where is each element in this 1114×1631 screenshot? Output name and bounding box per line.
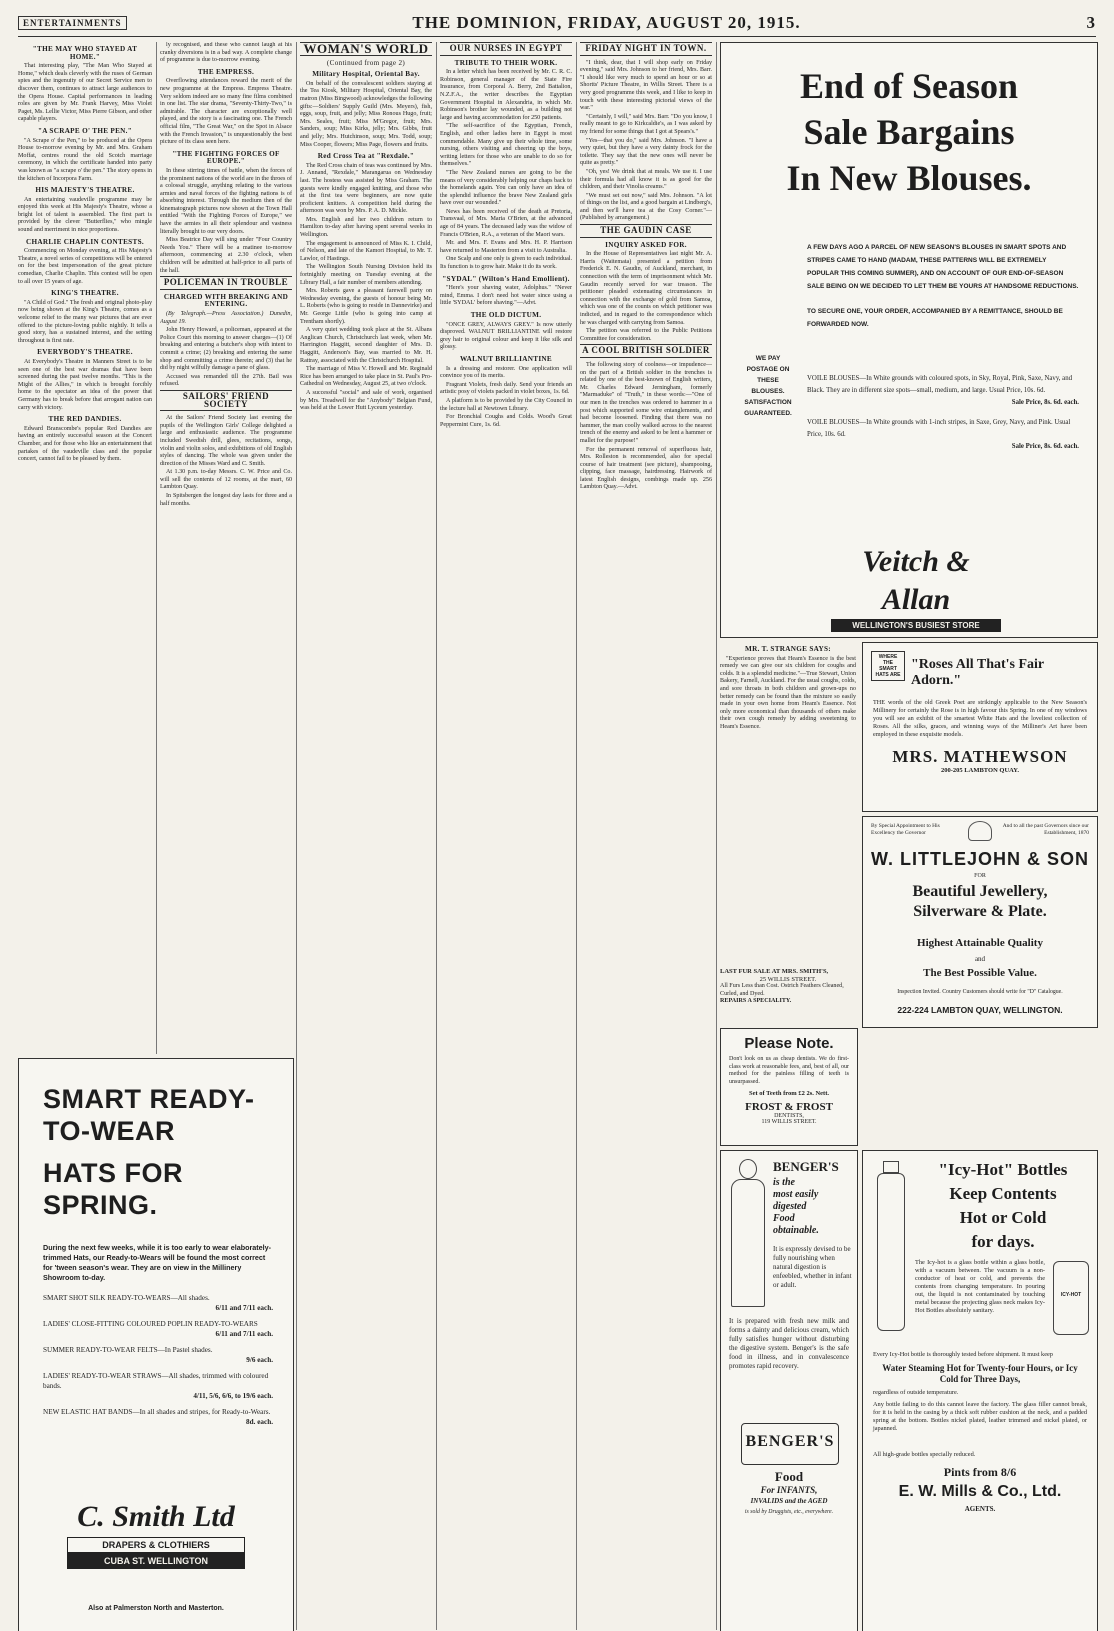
hat-label: NEW ELASTIC HAT BANDS—In all shades and stripes, for Ready-to-Wears. [43,1408,271,1416]
article-text: The Wellington South Nursing Division held its fortnightly meeting on Tuesday evening at the Library Hall, a fair number of members attending. [300,264,432,286]
quality-and: and [974,955,986,963]
blouse-desc: VOILE BLOUSES—In White grounds with coloured spots, in Sky, Royal, Pink, Saxe, Navy, and Black. They are in different size spots—small, medium, and large. Usual Price, 10s. 6d. [807,375,1072,394]
article-text: "Yes—that you do," said Mrs. Johnson. "I have a very quiet, but they have a very dainty frock for the toilette. They say that the new ones will never be quite as pretty." [580,137,712,167]
postage-line: BLOUSES. [751,388,785,395]
nurse-body-icon [731,1179,765,1307]
advert-littlejohn [862,816,1098,1028]
brand-claim-line: obtainable. [773,1225,819,1236]
value-line: The Best Possible Value. [923,967,1037,979]
article-text: "I think, dear, that I will shop early on Friday evening," said Mrs. Johnson to her friend, Mrs. Barr. "I should like very much to spend an hour or so at Shortts' Picture Theatre, in Willis Street. There is a very good programme this week, and I like to keep in touch with these interesting pictorial views of the war." [580,59,712,112]
smith-logo [67,1499,245,1569]
catalogue-note: Inspection Invited. Country Customers should write for "D" Catalogue. [897,989,1063,995]
advert-address: 25 WILLIS STREET. [759,975,817,983]
store-logo-tagline: WELLINGTON'S BUSIEST STORE [831,619,1001,632]
bottle-cap-icon [883,1161,899,1173]
article-text: ly recognised, and these who cannot laugh at his cranky diversions is in a bad way. A complete change of programme is due to-morrow evening. [160,42,292,64]
icy-hot-title: Keep Contents [949,1184,1057,1203]
article-heading: Red Cross Tea at "Rexdale." [317,152,415,161]
column-rule [156,42,157,1054]
article-text: The petition was referred to the Public Petitions Committee for consideration. [580,328,712,342]
article-heading: CHARLIE CHAPLIN CONTESTS. [26,237,144,246]
hat-price: 4/11, 5/6, 6/6, to 19/6 each. [193,1392,273,1400]
column-rule [716,42,717,1630]
blouse-listing [807,373,1079,453]
hat-price: 8d. each. [246,1418,273,1426]
article-text: John Henry Howard, a policeman, appeared at the Police Court this morning to answer charges—(1) Of breaking and entering a butcher's shop with intent to commit a crime; (2) breaking and entering the same shop and committing a crime therein; and (3) that he did by night wilfully damage a pane of glass. [160,327,292,372]
advert-fur-sale [720,968,856,1024]
article-text: The engagement is announced of Miss K. I. Child, of Nelson, and late of the Kamori Hospital, to Mr. T. Lawlor, of Hastings. [300,240,432,262]
blouse-desc: VOILE BLOUSES—In White grounds with 1-inch stripes, in Saxe, Grey, Navy, and Pink. Usual Price, 10s. 6d. [807,419,1071,438]
blouse-price: Sale Price, 8s. 6d. each. [1011,399,1079,406]
article-subheading: TRIBUTE TO THEIR WORK. [454,58,558,67]
article-text: "A Child of God." The fresh and original photo-play now being shown at the King's Theatre, comes as a welcome relief to the many war pictures that are ever offered to the picture-loving public nightly. It tells a good story, has a sustained interest, and the setting throughout is first rate. [18,299,152,344]
article-text: Edward Branscombe's popular Red Dandies are having an entirely successful season at the Concert Chamber, and for those who like an entertainment that partakes of the vaudeville class and the popular concert, cannot fail to be pleased by them. [18,425,152,463]
article-text: In Spitsbergen the longest day lasts for three and a half months. [160,493,292,507]
advert-text: All Furs Less than Cost. Ostrich Feathers Cleaned, Curled, and Dyed. [720,983,844,997]
column-womans-world [300,42,432,1630]
page-number: 3 [1086,13,1096,32]
postage-line: THESE [757,377,779,384]
shop-name: MRS. MATHEWSON [892,747,1068,766]
list-item [43,1345,273,1365]
article-text: "Oh, yes! We drink that at meals. We use it. I use their formula had all know it is as good for the children, and their Vinolia creams." [580,168,712,191]
smart-hats-badge: WHERE THE SMART HATS ARE [871,651,905,681]
advert-heading: WALNUT BRILLIANTINE [459,354,553,363]
jeweller-name: W. LITTLEJOHN & SON [870,849,1089,869]
advert-text: Every Icy-Hot bottle is thoroughly tested before shipment. It must keep [873,1351,1053,1358]
column-theatre [160,42,292,1054]
article-headline: OUR NURSES IN EGYPT [440,42,572,56]
hat-label: LADIES' CLOSE-FITTING COLOURED POPLIN READY-TO-WEARS [43,1320,258,1328]
article-text: Mr. and Mrs. F. Evans and Mrs. H. P. Harrison have returned to Masterton from a visit to Australia. [440,240,572,254]
smith-logo-tagline: DRAPERS & CLOTHIERS [67,1537,245,1553]
hat-price: 6/11 and 7/11 each. [215,1304,273,1312]
column-rule [436,42,437,1630]
advert-text: THE words of the old Greek Poet are strikingly applicable to the New Season's Millinery for certainly the Rose is in high favour this Spring. In one of my windows you will see an exhibit of the smartest White Hats and the loveliest collection of Roses. All the silks, graces, and winning ways of the Milliner's Art have been employed in these exquisite models. [873,699,1087,738]
hat-label: SMART SHOT SILK READY-TO-WEARS—All shades. [43,1294,210,1302]
article-text: One Scalp and one only is given to each individual. Its function is to grow hair. Make it do its work. [440,256,572,271]
article-text: "Certainly, I will," said Mrs. Barr. "Do you know, I really meant to go to Kirkcaldie's, as I was asked by my friend for some things that I got at Spears's." [580,113,712,135]
article-text: Commencing on Monday evening, at His Majesty's Theatre, a novel series of competitions will be entered on for the best impersonation of the great picture comedian, Charlie Chaplin. This contest will be open to all over 15 years of age. [18,248,152,285]
article-text: At Everybody's Theatre in Manners Street is to be seen one of the best war dramas that have been screened during the past twelve months. "This is the Might of the Allies," in which is brought forcibly home to the spectator an idea of the power that Germany has to break before that arrogant nation can carry with victory. [18,358,152,411]
dentist-address: 119 WILLIS STREET. [761,1119,817,1126]
article-heading: HIS MAJESTY'S THEATRE. [35,186,135,195]
product-sold: is sold by Druggists, etc., everywhere. [744,1509,834,1515]
icy-hot-agents-label: AGENTS. [964,1505,996,1513]
article-text: "The New Zealand nurses are going to be the means of very considerably helping our chaps back to the homelands again. You can only have an idea of the splendid influence the brave New Zealand girls have over our wounded." [440,169,572,207]
brand-claim-line: digested [773,1201,807,1212]
icy-hot-price: Pints from 8/6 [943,1465,1017,1479]
brand-claim-line: Food [773,1213,795,1224]
icy-hot-title: for days. [971,1232,1035,1251]
article-text: Miss Beatrice Day will sing under "Four Country Needs You." There will be a matinee to-morrow afternoon, commencing at 2.30 o'clock, when children will be admitted at half-price to all parts of the hall. [160,237,292,274]
article-headline: THE GAUDIN CASE [580,224,712,238]
advert-text: Any bottle failing to do this cannot leave the factory. The glass filler cannot break, for it is held in the casing by a thick soft rubber cushion at the neck, and a padded spring at the bottom. Bottles nickel plated, leather trimmed and nickel plated, or japanned. [873,1401,1087,1432]
article-text: An entertaining vaudeville programme may be enjoyed this week at His Majesty's Theatre, whose a bright lot of talent is assembled. The first part is provided by the clever "Butterflies," who mingle sound and merriment in nice proportions. [18,196,152,234]
bottle-illustration [875,1161,905,1331]
masthead [18,10,1096,37]
article-text: Accused was remanded till the 27th. Bail was refused. [160,373,292,388]
icy-hot-guarantee: Water Steaming Hot for Twenty-four Hours, or Icy Cold for Three Days, [882,1363,1078,1384]
postage-line: WE PAY [755,355,781,362]
article-text: A platform is to be provided by the City Council in the lecture hall at Newtown Library. [440,397,572,412]
advert-smith-hats [18,1058,294,1631]
smith-logo-name: C. Smith Ltd [77,1500,235,1533]
appointment-right: And to all the past Governors since our Establishment, 1870 [1002,823,1089,836]
article-text: News has been received of the death at Pretoria, Transvaal, of Mrs. Maria O'Brien, at the advanced age of 84 years. The deceased lady was the widow of Francis O'Brien, R.A., a veteran of the Maori wars. [440,208,572,238]
article-heading: "THE FIGHTING FORCES OF EUROPE." [172,149,280,166]
section-title: WOMAN'S WORLD [300,42,432,56]
product-food: Food [774,1469,804,1484]
advert-bengers-food [720,1150,858,1631]
article-text: The following story of coolness—or impudence—on the part of a British soldier in the trenches is related by one of the best-known of English writers, Mr. Charles Edward Jerningham, formerly "Marmaduke" of "Truth," in these words:—"One of our men in the trenches was ordered to hammer in a post which supported some wire entanglements, and had become loosened. Finding that there was no hammer, the man coolly walked across to the nearest trench of the enemy and asked to be lent a hammer or mallet for the purpose!" [580,361,712,444]
postage-box [735,353,801,419]
advert-text: Don't look on us as cheap dentists. We do first-class work at reasonable fees, and, best of all, our method for the painless filling of teeth is unsurpassed. [729,1056,849,1085]
sale-headline-line: Sale Bargains [803,112,1015,152]
advert-text: "ONCE GREY, ALWAYS GREY." Is now utterly disproved. WALNUT BRILLIANTINE will restore grey hair to original colour and keep it like silk and glossy. [440,321,572,351]
bottle-body-icon [877,1173,905,1331]
advert-text: For the permanent removal of superfluous hair, Mrs. Rolleston is recommended, also for special course of hair treatment (see picture), shampooing, clipping, face massage, hairdressing. Hairwork of latest English designs, combings made up. 256 Lambton Quay.—Advt. [580,446,712,491]
dateline: (By Telegraph.—Press Association.) Dunedin, August 19. [160,311,292,325]
nurse-illustration [727,1159,767,1309]
column-nurses [440,42,572,1630]
postage-line: SATISFACTION [744,399,792,406]
article-headline: POLICEMAN IN TROUBLE [160,276,292,290]
product-pack [741,1423,839,1465]
brand-claim-line: is the [773,1177,795,1188]
advert-text: For Bronchial Coughs and Colds. Wood's Great Peppermint Cure, 1s. 6d. [440,414,572,428]
bottle-label: ICY-HOT [1060,1292,1082,1298]
article-text: Mrs. Roberts gave a pleasant farewell party on Wednesday evening, the guests of honour being Mr. L. Roberts (who is going to reside in Dannevirke) and Mr. George Little (who is going into camp at Trentham shortly). [300,288,432,325]
brand-name: BENGER'S [773,1159,839,1174]
article-text: Overflowing attendances reward the merit of the new programme at the Empress. Empress Theatre. Very seldom indeed are so many fine films combined in one list. The star drama, "Seventy-Thirty-Two," is admirable. The character are exceptionally well played, and the story is a fascinating one. The French official film, "The Great War," on the Spot in Alsace with the French Invasion," is unquestionably the best picture of its class seen here. [160,78,292,146]
crest-icon [968,821,992,841]
jeweller-for: FOR [974,873,986,879]
advert-title: LAST FUR SALE AT MRS. SMITH'S, [720,968,829,975]
article-text: In the House of Representatives last night Mr. A. Harris (Waitemata) presented a petition from Frederick E. N. Gaudin, of Auckland, merchant, in connection with the term of imprisonment which Mr. Gaudin recently served for war treason. The petitioner pleaded extenuating circumstances in connection with the exchange of gold from Samoa, which was one of the counts on which petitioner was indicted, and in regard to the correspondence which he was charged with carrying from Samoa. [580,251,712,326]
icy-hot-title: Hot or Cold [959,1208,1047,1227]
article-headline: A COOL BRITISH SOLDIER [580,344,712,358]
advert-text: "Here's your shaving water, Adolphus." "Never mind, Emma. I don't need hot water since using a little 'SYDAL' before shaving."—Advt. [440,285,572,307]
article-text: That interesting play, "The Man Who Stayed at Home," which deals cleverly with the ruses of German spies and the ingenuity of our Secret Service men to discover them, continues to attract large audiences to the Opera House. Capital performances in leading roles are given by Mr. Frank Harvey, Miss Violet Paget, Ms. Lellie Victor, Miss Pierre Gibson, and other capable players. [18,63,152,123]
section-label: ENTERTAINMENTS [18,16,127,30]
article-text: "We must set out now," said Mrs. Johnson. "A lot of things on the list, and a good bargain at Lindberg's, and then we'll have tea at the Cosy Corner."—(Published by arrangement.) [580,192,712,222]
column-rule [296,42,297,1630]
article-text: In these stirring times of battle, when the forces of the prominent nations of the world are in the throes of a colossal struggle, anything relating to the various armies and naval forces of the fighting nations is of absorbing interest. Through the medium then of the kinematograph pictures now shown at the Town Hall entitled "With the Fighting Forces of Europe," we have the armies in all their splendour and vastness literally brought to our very doors. [160,167,292,235]
advert-text: All high-grade bottles specially reduced. [873,1451,976,1458]
store-logo [831,543,1001,632]
smith-logo-location: CUBA ST. WELLINGTON [67,1553,245,1569]
article-text: "A Scrape o' the Pen," to be produced at the Opera House to-morrow evening by Mr. and Mrs. Graham Moffat, centres round the old Scotch marriage ceremony, in which the certificate handed into party was known as "a scrape o' the pen." The story opens in the kitchen of Incorpora Farm. [18,137,152,182]
advert-mrs-mathewson [862,642,1098,812]
brand-claim-line: most easily [773,1189,819,1200]
article-heading: KING'S THEATRE. [51,289,119,298]
blouse-price: Sale Price, 8s. 6d. each. [1011,443,1079,450]
hats-list [43,1293,273,1427]
sale-intro: A FEW DAYS AGO A PARCEL OF NEW SEASON'S BLOUSES IN SMART SPOTS AND STRIPES CAME TO HAND (MADAM, THESE PATTERNS WILL BE EXTREMELY POPULAR THIS COMING SUMMER), AND ON ACCOUNT OF OUR END-OF-SEASON SALE BEING ON WE DECIDED TO LET THEM BE YOURS AT HANDSOME REDUCTIONS. [807,244,1079,290]
postage-line: POSTAGE ON [746,366,790,373]
article-text: The Red Cross chain of teas was continued by Mrs. J. Annand, "Rexdale," Marangarua on Wednesday last. The hostess was assisted by Miss Graham. The guests were kindly engaged knitting, and those who at the first tea were beginners, are now quite proficient knitters. A competition held during the afternoon was won by Mrs. P. A. D. Mickle. [300,162,432,215]
store-logo-name: Veitch & Allan [862,545,970,616]
advert-icy-hot [862,1150,1098,1631]
list-item [43,1293,273,1313]
shop-address: 200-205 LAMBTON QUAY. [941,767,1019,774]
sale-headline [721,43,1097,201]
hat-label: SUMMER READY-TO-WEAR FELTS—In Pastel shades. [43,1346,213,1354]
jeweller-address: 222-224 LAMBTON QUAY, WELLINGTON. [897,1005,1063,1015]
article-heading: "A SCRAPE O' THE PEN." [37,126,133,135]
hats-headline: SMART READY-TO-WEAR [43,1084,255,1146]
sale-headline-line: In New Blouses. [786,158,1032,198]
article-text: A very quiet wedding took place at the St. Albans Anglican Church, Christchurch last week, when Mr. Harrington Haggitt, second daughter of Mrs. D. Haggitt, Anderson's Bay, was married to Mr. H. Rattray, associated with the Christchurch Hospital. [300,327,432,364]
advert-blouse-sale [720,42,1098,638]
icy-hot-agent: E. W. Mills & Co., Ltd. [898,1483,1062,1500]
article-heading: EVERYBODY'S THEATRE. [37,348,133,357]
icy-hot-title: "Icy-Hot" Bottles [938,1160,1068,1179]
article-subheading: CHARGED WITH BREAKING AND ENTERING. [163,292,289,309]
postage-line: GUARANTEED. [744,410,792,417]
appointment-left: By Special Appointment to His Excellency the Governor [871,823,940,836]
branch-note: Also at Palmerston North and Masterton. [88,1605,224,1612]
article-text: In a letter which has been received by Mr. C. R. C. Robinson, general manager of the State Fire Insurance, from Corporal A. Berry, 2nd Battalion, N.Z.F.A., the writer describes the Egyptian Government Hospital in Alexandria, in which Mr. Robinson's brother lay wounded, as a building not large and having accommodation for 250 patients. [440,69,572,121]
column-rule [576,42,577,1630]
newspaper-title: THE DOMINION, FRIDAY, AUGUST 20, 1915. [412,13,801,32]
article-heading: Military Hospital, Oriental Bay. [312,70,420,79]
article-text: At the Sailors' Friend Society last evening the pupils of the Wellington Girls' College delighted a large and enthusiastic audience. The programme included Swedish drill, glees, recitations, songs, violin and violin solos, and exhibitions of old English styles of dancing. The whole was given under the direction of the Misses Ward and C. Smith. [160,415,292,467]
jeweller-line: Silverware & Plate. [913,903,1047,920]
hats-headline: HATS FOR SPRING. [43,1158,183,1220]
sale-headline-line: End of Season [799,66,1019,106]
article-subheading: INQUIRY ASKED FOR. [605,240,687,249]
article-heading: THE EMPRESS. [197,67,255,76]
hats-intro: During the next few weeks, while it is too early to wear elaborately-trimmed Hats, our Ready-to-Wears will be found the most correct for 'tween season's wear. They are on view in the Millinery Showroom to-day. [43,1243,272,1282]
hat-label: LADIES' READY-TO-WEAR STRAWS—All shades, trimmed with coloured bands. [43,1372,269,1390]
advert-text: Fragrant Violets, fresh daily. Send your friends an artistic posy of violets packed in violet boxes, 1s. 6d. [440,381,572,396]
list-item [43,1371,273,1401]
pack-label: BENGER'S [745,1433,835,1450]
advert-repairs: REPAIRS A SPECIALITY. [720,998,792,1005]
list-item [43,1407,273,1427]
article-text: At 1.30 p.m. to-day Messrs. C. W. Price and Co. will sell the contents of 12 rooms, at the mart, 60 Lambton Quay. [160,469,292,491]
advert-text: regardless of outside temperature. [873,1389,959,1396]
advert-title: "Roses All That's Fair Adorn." [911,657,1044,688]
advert-dentists [720,1028,858,1146]
column-entertainments [18,42,152,1054]
advert-text: The Icy-hot is a glass bottle within a glass bottle, with a vacuum between. The vacuum is a non-conductor of heat or cold, and prevents the contents from changing temperature. In pouring out, the liquid is not contaminated by touching metal because the projecting glass neck makes Icy-Hot Bottles absolutely sanitary. [915,1259,1045,1314]
article-heading: THE RED DANDIES. [48,415,122,424]
advert-text: It is prepared with fresh new milk and forms a dainty and delicious cream, which fully satisfies hunger without disturbing the digestive system. Benger's is the safe food in illness, and in convalescence promotes rapid recovery. [729,1317,849,1370]
product-aged: INVALIDS and the AGED [750,1497,828,1505]
article-text: "The self-sacrifice of the Egyptian, French, English, and other ladies here in Egypt is most commendable. Many give up their whole time, some nursing, others visiting and cheering up the boys, writing letters for those who are unable to do so for themselves." [440,123,572,168]
continued-note: (Continued from page 2) [326,58,406,67]
sale-order-note: TO SECURE ONE, YOUR ORDER, ACCOMPANIED BY A REMITTANCE, SHOULD BE FORWARDED NOW. [807,308,1063,328]
product-for: For INFANTS, [760,1485,818,1495]
article-text: The marriage of Miss V. Howell and Mr. Reginald Rice has been arranged to take place in St. Paul's Pro-Cathedral on Wednesday, August 25, at two o'clock. [300,366,432,388]
quality-line: Highest Attainable Quality [917,937,1043,949]
advert-text: Is a dressing and restorer. One application will convince you of its merits. [440,365,572,380]
advert-heams-essence [720,642,856,962]
advert-text: "Experience proves that Heam's Essence is the best remedy we can give our six children for coughs and colds. It is a splendid medicine."—True Stewart, Union Bakery, Farnell, Auckland. For the usual coughs, colds, and sore throats in both children and grown-ups no better remedy can be found than the mixture so easily made in your own home from Heam's Essence. Not only more economical than thousands of others make their own cough remedy by adding sweetening to Heam's Essence. [720,655,856,730]
article-text: Mrs. English and her two children return to Hamilton to-day after having spent several weeks in Wellington. [300,216,432,239]
hat-price: 9/6 each. [246,1356,273,1364]
teeth-price: Set of Teeth from £2 2s. Nett. [748,1090,830,1098]
advert-text: It is expressly devised to be fully nourishing when natural digestion is enfeebled, whether in infant or adult. [773,1245,852,1289]
dentist-name: FROST & FROST [745,1101,833,1114]
article-headline: SAILORS' FRIEND SOCIETY [160,390,292,411]
column-friday-night [580,42,712,1630]
brand-claims [773,1177,853,1237]
jeweller-line: Beautiful Jewellery, [912,883,1048,900]
article-headline: FRIDAY NIGHT IN TOWN. [580,42,712,56]
list-item [43,1319,273,1339]
nurse-head-icon [739,1159,757,1179]
dentist-role: DENTISTS, [774,1113,804,1120]
article-heading: "THE MAY WHO STAYED AT HOME." [32,45,138,61]
advert-heading: THE OLD DICTUM. [470,311,542,319]
article-text: On behalf of the convalescent soldiers staying at the Tea Kiosk, Military Hospital, Oriental Bay, the matron (Miss Bingwood) acknowledges the following gifts:—Soldiers' Supply Guild (Mrs. Meyers), fish, eggs, soup, fruit, and jelly; Miss Ronous Hugo, fruit; Mrs. Seales, fruit; Miss M'Gregor, fruit; Mrs. Sanders, soup; Miss Kirks, jelly; Mrs. Gibbs, fruit and jelly; Mrs. Hutchinson, soup; Mrs. Todd, soup; Miss Cooper, flowers; Miss Page, flowers and fruits. [300,80,432,148]
article-text: A successful "social" and sale of work, organised by Mrs. Treadwell for the "Anybody" Belgian Fund, was held at the Lower Hutt Lyceum yesterday. [300,389,432,412]
bottle-illustration-2 [1053,1261,1089,1335]
advert-heading: MR. T. STRANGE SAYS: [745,645,831,653]
advert-title: Please Note. [744,1035,834,1052]
advert-heading: "SYDAL" (Wilton's Hand Emollient). [442,274,570,283]
hat-price: 6/11 and 7/11 each. [215,1330,273,1338]
